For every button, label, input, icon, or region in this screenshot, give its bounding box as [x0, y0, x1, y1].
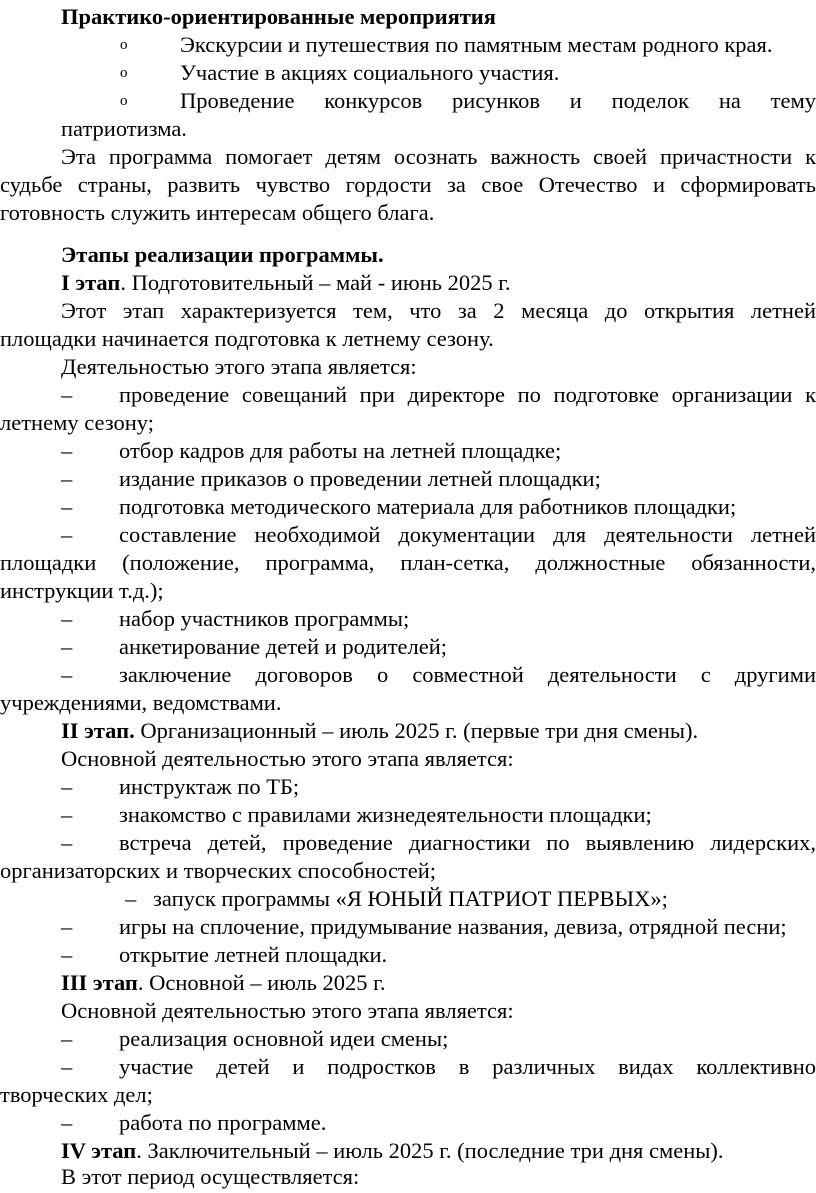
- paragraph-line: Деятельностью этого этапа является:: [61, 354, 417, 379]
- paragraph-line: Основной деятельностью этого этапа является:: [61, 998, 514, 1023]
- text-line: патриотизма.: [61, 116, 187, 141]
- section-heading: Этапы реализации программы.: [61, 242, 384, 267]
- paragraph-line: Эта программа помогает детям осознать важность своей причастности к: [61, 144, 816, 169]
- paragraph-line: готовность служить интересам общего блага.: [0, 200, 435, 225]
- paragraph-line: Этот этап характеризуется тем, что за 2 месяца до открытия летней: [61, 298, 816, 323]
- bullet-marker: o: [120, 37, 128, 53]
- dash-marker: –: [61, 634, 73, 659]
- text-line: учреждениями, ведомствами.: [0, 690, 282, 715]
- dash-marker: –: [61, 662, 73, 687]
- dash-marker: –: [61, 494, 73, 519]
- dash-marker: –: [61, 1026, 73, 1051]
- dash-marker: –: [61, 830, 73, 855]
- dash-marker: –: [61, 1110, 73, 1135]
- dash-marker: –: [61, 522, 73, 547]
- text-line: площадки (положение, программа, план-сетка, должностные обязанности,: [0, 550, 816, 575]
- bullet-marker: o: [120, 93, 128, 109]
- dash-marker: –: [61, 802, 73, 827]
- section-heading: Практико-ориентированные мероприятия: [61, 4, 496, 29]
- paragraph-line: Основной деятельностью этого этапа является:: [61, 746, 514, 771]
- bullet-marker: o: [120, 65, 128, 81]
- stage-heading: I этап. Подготовительный – май - июнь 2025 г.: [61, 270, 511, 295]
- dash-marker: –: [61, 942, 73, 967]
- text-line: летнему сезону;: [0, 410, 154, 435]
- dash-marker: –: [61, 1054, 73, 1079]
- stage-heading: IV этап. Заключительный – июль 2025 г. (последние три дня смены).: [61, 1138, 724, 1163]
- text-line: организаторских и творческих способностей;: [0, 858, 437, 883]
- paragraph-line: В этот период осуществляется:: [61, 1164, 360, 1189]
- text-line: творческих дел;: [0, 1082, 153, 1107]
- dash-marker: –: [61, 914, 73, 939]
- dash-marker: –: [61, 438, 73, 463]
- stage-heading: II этап. Организационный – июль 2025 г. (первые три дня смены).: [61, 718, 699, 743]
- document-page: Практико-ориентированные мероприятия o Экскурсии и путешествия по памятным местам родного края. o Участие в акциях социального участия. o Проведение конкурсов рисунков и поделок на тему патриотизма. Эта программа помогает детям осознать важность своей причастности к судьбе страны, развить чувство гордости за свое Отечество и сформировать готовность служить интересам общего блага. Этапы реализации программы. I этап. Подготовительный – май - июнь 2025 г. Этот этап характеризуется тем, что за 2 месяца до открытия летней площадки начинается подготовка к летнему сезону. Деятельностью этого этапа является: – проведение совещаний при директоре по подготовке организации к летнему сезону; – отбор кадров для работы на летней площадке; – издание приказов о проведении летней площадки; – подготовка методического материала для работников площадки; – составление необходимой документации для деятельности летней площадки (положение, программа, план-сетка, должностные обязанности, инструкции т.д.); – набор участников программы; – анкетирование детей и родителей; – заключение договоров о совместной деятельности с другими учреждениями, ведомствами. II этап. Организационный – июль 2025 г. (первые три дня смены). Основной деятельностью этого этапа является: – инструктаж по ТБ; – знакомство с правилами жизнедеятельности площадки; – встреча детей, проведение диагностики по выявлению лидерских, организаторских и творческих способностей; – запуск программы «Я ЮНЫЙ ПАТРИОТ ПЕРВЫХ»; – игры на сплочение, придумывание названия, девиза, отрядной песни; – открытие летней площадки. III этап. Основной – июль 2025 г. Основной деятельностью этого этапа является: – реализация основной идеи смены; – участие детей и подростков в различных видах коллективно творческих дел; – работа по программе. IV этап. Заключительный – июль 2025 г. (последние три дня смены). В этот период осуществляется:: [0, 0, 816, 1193]
- dash-marker: –: [61, 382, 73, 407]
- paragraph-line: судьбе страны, развить чувство гордости за свое Отечество и сформировать: [0, 172, 816, 197]
- paragraph-line: площадки начинается подготовка к летнему сезону.: [0, 326, 494, 351]
- dash-marker: –: [61, 466, 73, 491]
- dash-marker: –: [125, 886, 137, 911]
- dash-marker: –: [61, 606, 73, 631]
- dash-marker: –: [61, 774, 73, 799]
- text-line: инструкции т.д.);: [0, 578, 164, 603]
- stage-heading: III этап. Основной – июль 2025 г.: [61, 970, 386, 995]
